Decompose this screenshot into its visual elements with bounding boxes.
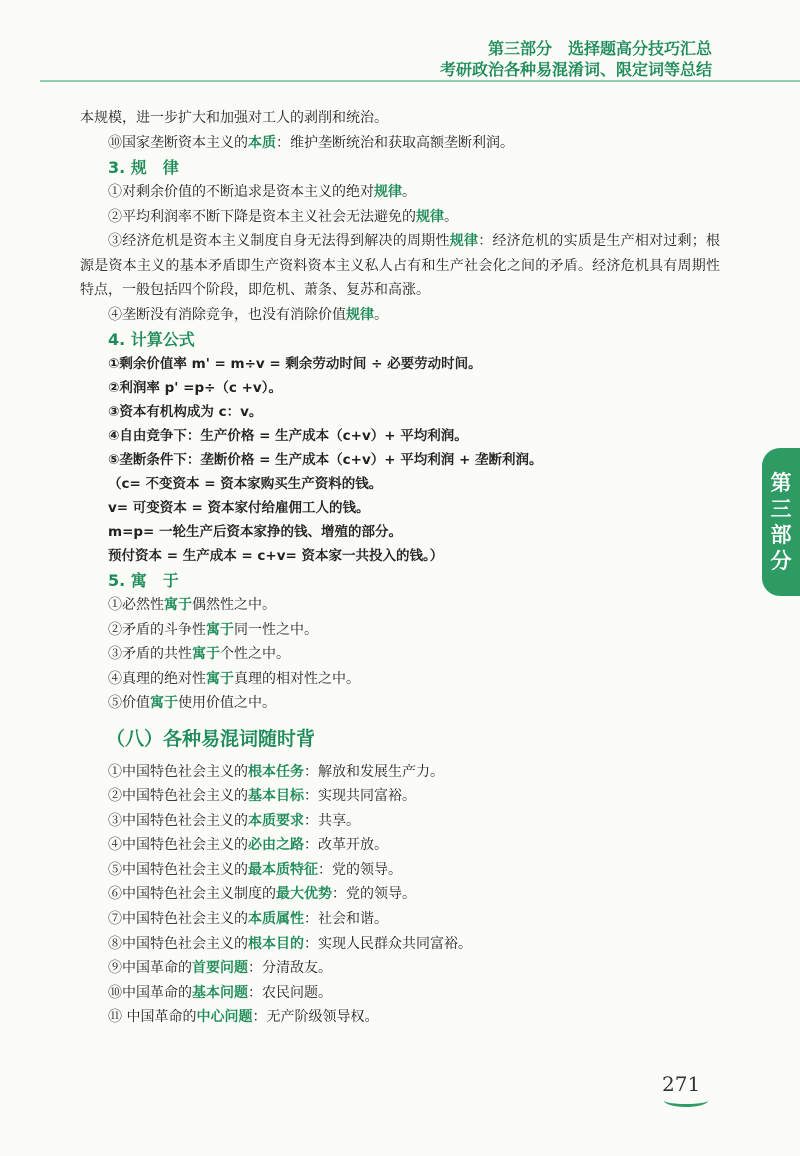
formula-line: 预付资本 = 生产成本 = c+v= 资本家一共投入的钱。）	[108, 548, 444, 564]
keyword: 本质	[248, 134, 276, 151]
list-item: ①必然性寓于偶然性之中。	[108, 597, 276, 613]
keyword: 首要问题	[192, 960, 248, 977]
list-item: ⑨中国革命的首要问题：分清敌友。	[108, 960, 332, 977]
section-heading: 5. 寓 于	[108, 571, 179, 590]
keyword: 寓于	[206, 670, 234, 687]
list-item: ⑥中国特色社会主义制度的最大优势：党的领导。	[108, 886, 416, 903]
formula-line: m=p= 一轮生产后资本家挣的钱、增殖的部分。	[108, 524, 403, 540]
running-header	[0, 0, 800, 82]
page-body	[80, 106, 720, 1030]
keyword: 必由之路	[248, 837, 304, 854]
side-section-tab	[762, 448, 800, 596]
side-tab-char: 三	[770, 497, 792, 521]
keyword: 根本任务	[248, 763, 304, 780]
section-heading: 3. 规 律	[108, 158, 179, 177]
keyword: 寓于	[150, 695, 178, 711]
list-item: ⑩中国革命的基本问题：农民问题。	[108, 984, 332, 1001]
list-item: ⑧中国特色社会主义的根本目的：实现人民群众共同富裕。	[108, 935, 472, 952]
formula-line: ①剩余价值率 m' = m÷v = 剩余劳动时间 ÷ 必要劳动时间。	[108, 356, 482, 372]
list-item: ⑩国家垄断资本主义的本质：维护垄断统治和获取高额垄断利润。	[108, 134, 514, 151]
formula-line: ③资本有机构成为 c：v。	[108, 404, 263, 420]
section-heading: 4. 计算公式	[108, 330, 195, 349]
header-subtitle: 考研政治各种易混淆词、限定词等总结	[439, 60, 712, 79]
keyword: 最本质特征	[248, 861, 318, 878]
list-item-paragraph: ③经济危机是资本主义制度自身无法得到解决的周期性规律：经济危机的实质是生产相对过剩；根源是资本主义的基本矛盾即生产资料资本主义私人占有和生产社会化之间的矛盾。经济危机具有周期性特点，一般包括四个阶段，即危机、萧条、复苏和高涨。	[80, 233, 721, 298]
formula-line: （c= 不变资本 = 资本家购买生产资料的钱。	[108, 476, 383, 492]
header-rule	[40, 80, 800, 82]
term-list	[80, 760, 720, 1031]
keyword: 规律	[346, 306, 374, 323]
keyword: 中心问题	[196, 1009, 253, 1026]
continued-text: 本规模，进一步扩大和加强对工人的剥削和统治。	[80, 110, 388, 126]
keyword: 本质要求	[248, 812, 304, 829]
side-tab-char: 分	[770, 549, 792, 573]
keyword: 寓于	[206, 621, 234, 638]
keyword: 最大优势	[276, 886, 332, 903]
list-item: ③矛盾的共性寓于个性之中。	[108, 646, 290, 662]
list-item: ④真理的绝对性寓于真理的相对性之中。	[108, 670, 360, 687]
keyword: 根本目的	[248, 935, 304, 952]
list-item: ⑤中国特色社会主义的最本质特征：党的领导。	[108, 861, 402, 878]
list-item: ③中国特色社会主义的本质要求：共享。	[108, 812, 360, 829]
keyword: 基本问题	[192, 984, 248, 1001]
list-item: ②矛盾的斗争性寓于同一性之中。	[108, 621, 318, 638]
side-tab-char: 部	[770, 523, 792, 547]
list-item: ②平均利润率不断下降是资本主义社会无法避免的规律。	[108, 208, 458, 225]
formula-line: ②利润率 p' =p÷（c +v）。	[108, 380, 282, 396]
formula-line: ④自由竞争下：生产价格 = 生产成本（c+v）+ 平均利润。	[108, 428, 468, 444]
list-item: ⑤价值寓于使用价值之中。	[108, 695, 276, 711]
keyword: 规律	[449, 233, 479, 249]
keyword: 基本目标	[248, 788, 304, 805]
list-item: ④垄断没有消除竞争，也没有消除价值规律。	[108, 306, 388, 323]
chapter-heading: （八）各种易混词随时背	[106, 727, 316, 750]
list-item: ⑪ 中国革命的中心问题：无产阶级领导权。	[108, 1009, 379, 1026]
page-number-ornament	[664, 1094, 708, 1107]
side-tab-char: 第	[770, 471, 792, 495]
list-item: ④中国特色社会主义的必由之路：改革开放。	[108, 837, 388, 854]
keyword: 规律	[374, 184, 402, 200]
list-item: ⑦中国特色社会主义的本质属性：社会和谐。	[108, 911, 388, 928]
formula-line: v= 可变资本 = 资本家付给雇佣工人的钱。	[108, 500, 370, 516]
keyword: 寓于	[164, 597, 192, 613]
keyword: 本质属性	[248, 911, 304, 928]
formula-line: ⑤垄断条件下：垄断价格 = 生产成本（c+v）+ 平均利润 + 垄断利润。	[108, 452, 543, 468]
list-item: ①对剩余价值的不断追求是资本主义的绝对规律。	[108, 184, 416, 200]
header-part-title: 第三部分 选择题高分技巧汇总	[487, 39, 712, 58]
list-item: ①中国特色社会主义的根本任务：解放和发展生产力。	[108, 763, 444, 780]
list-item: ②中国特色社会主义的基本目标：实现共同富裕。	[108, 788, 416, 805]
keyword: 规律	[416, 208, 444, 225]
keyword: 寓于	[192, 646, 220, 662]
page-number: 271	[662, 1072, 701, 1096]
